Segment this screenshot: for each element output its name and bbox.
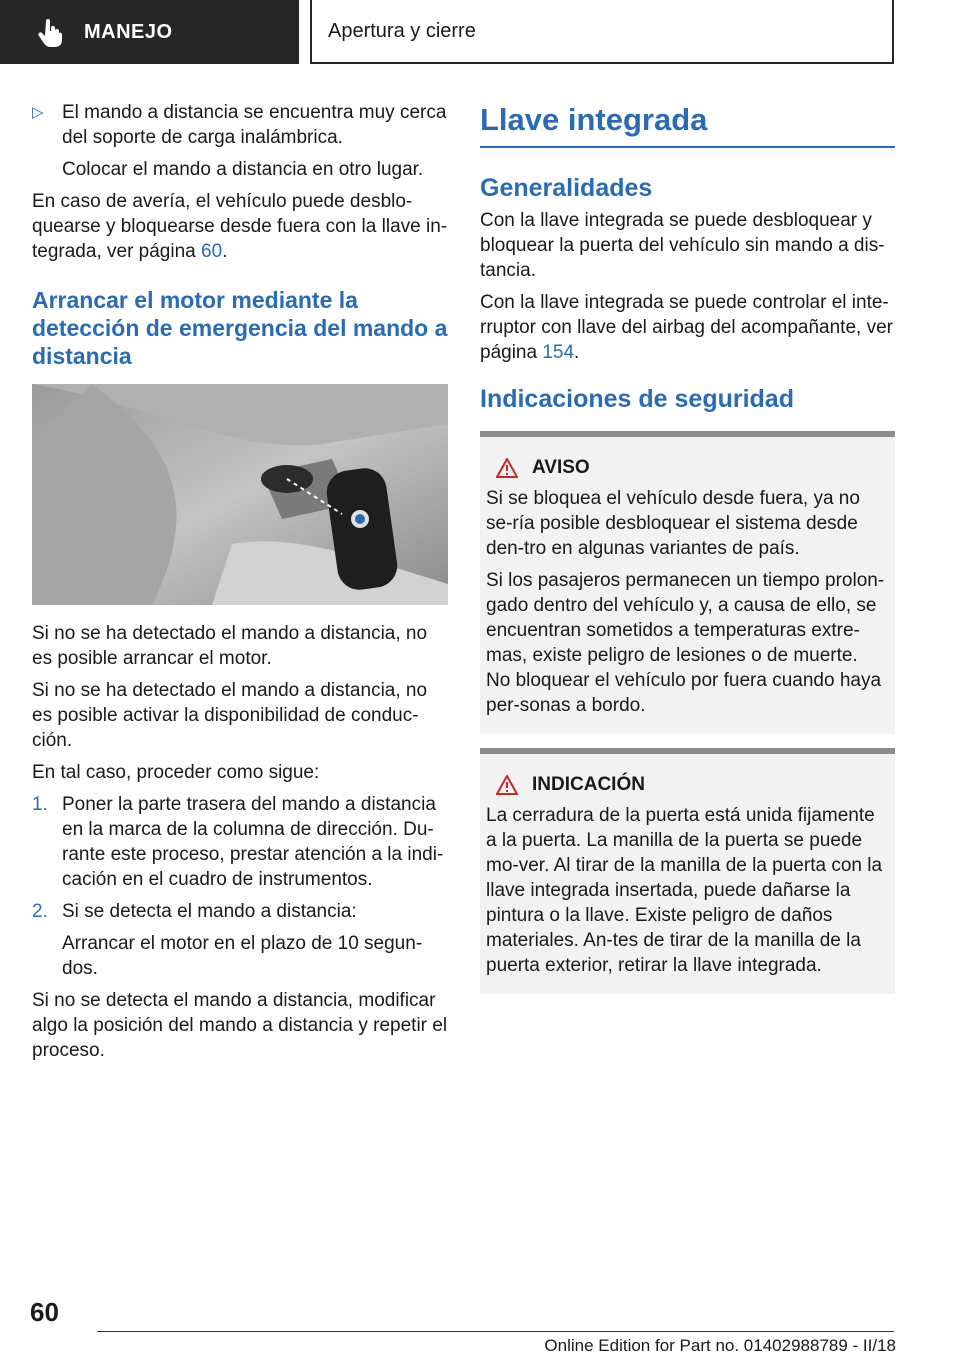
bullet-action: Colocar el mando a distancia en otro lugar. <box>62 159 424 180</box>
warning-text: Si se bloquea el vehículo desde fuera, ya no se-ría posible desbloquear el sistema desde den-tro en algunas variantes de país. <box>486 488 860 559</box>
paragraph: Si no se detecta el mando a distancia, modificar algo la posición del mando a distancia y repetir el proceso. <box>32 990 448 1061</box>
paragraph: Si no se ha detectado el mando a distancia, no es posible arrancar el motor. <box>32 623 428 669</box>
section-title: MANEJO <box>84 20 173 43</box>
bullet-text: El mando a distancia se encuentra muy cerca del soporte de carga inalámbrica. <box>62 102 447 148</box>
note-title <box>496 772 887 797</box>
warning-box <box>480 431 895 734</box>
triangle-bullet-icon: ▷ <box>32 104 44 121</box>
subheading-general: Generalidades <box>480 174 653 202</box>
paragraph: En tal caso, proceder como sigue: <box>32 762 320 783</box>
paragraph: Si no se ha detectado el mando a distancia, no es posible activar la disponibilidad de conduc-ción. <box>32 680 428 751</box>
page-link-154[interactable]: 154 <box>542 342 575 363</box>
right-column <box>480 100 895 994</box>
paragraph: Con la llave integrada se puede desbloquear y bloquear la puerta del vehículo sin mando a dis-tancia. <box>480 210 885 281</box>
warning-title <box>496 455 887 480</box>
page-link-60[interactable]: 60 <box>201 241 223 262</box>
step-number: 2. <box>32 901 48 922</box>
note-box <box>480 748 895 994</box>
note-label: INDICACIÓN <box>532 774 645 795</box>
paragraph-end: . <box>222 241 228 262</box>
footer-divider <box>97 1331 894 1332</box>
section-heading: Arrancar el motor mediante la detección de emergencia del mando a distancia <box>32 287 448 369</box>
chapter-tab <box>310 0 894 64</box>
hand-icon <box>36 17 66 47</box>
warning-label: AVISO <box>532 457 590 478</box>
step-number: 1. <box>32 794 48 815</box>
caution-triangle-icon <box>496 775 518 795</box>
step-2 <box>32 899 448 924</box>
warning-triangle-icon <box>496 458 518 478</box>
section-tab <box>0 0 299 64</box>
paragraph-end: . <box>574 342 580 363</box>
paragraph-text: Con la llave integrada se puede controlar el inte-rruptor con llave del airbag del acompañante, ver página <box>480 292 893 363</box>
step-text: Si se detecta el mando a distancia: <box>62 901 357 922</box>
step-text: Poner la parte trasera del mando a distancia en la marca de la columna de dirección. Du-rante este proceso, prestar atención a la indi-cación en el cuadro de instrumentos. <box>62 794 444 890</box>
page-number: 60 <box>30 1297 59 1327</box>
left-column <box>32 100 448 1070</box>
steering-column-key-photo <box>32 384 448 605</box>
step-2-sub: Arrancar el motor en el plazo de 10 segun-dos. <box>62 933 423 979</box>
subheading-safety: Indicaciones de seguridad <box>480 385 794 413</box>
paragraph <box>480 290 895 365</box>
chapter-heading: Llave integrada <box>480 100 895 148</box>
paragraph-text: En caso de avería, el vehículo puede desblo-quearse y bloquearse desde fuera con la llave in-tegrada, ver página <box>32 191 448 262</box>
chapter-title: Apertura y cierre <box>328 19 476 42</box>
paragraph <box>32 189 448 264</box>
footer-edition: Online Edition for Part no. 01402988789 - II/18 <box>544 1336 896 1355</box>
bullet-item <box>32 100 448 150</box>
warning-text: Si los pasajeros permanecen un tiempo prolon-gado dentro del vehículo y, a causa de ello, se encuentran sometidos a temperaturas extre-mas, existe peligro de lesiones o de muerte. No bloquear el vehículo por fuera cuando haya per-sonas a bordo. <box>486 570 885 716</box>
note-text: La cerradura de la puerta está unida fijamente a la puerta. La manilla de la puerta se puede mo-ver. Al tirar de la manilla de la puerta con la llave integrada insertada, puede dañarse la pintura o la llave. Existe peligro de daños materiales. An-tes de tirar de la manilla de la puerta exterior, retirar la llave integrada. <box>486 805 883 976</box>
step-1 <box>32 792 448 892</box>
